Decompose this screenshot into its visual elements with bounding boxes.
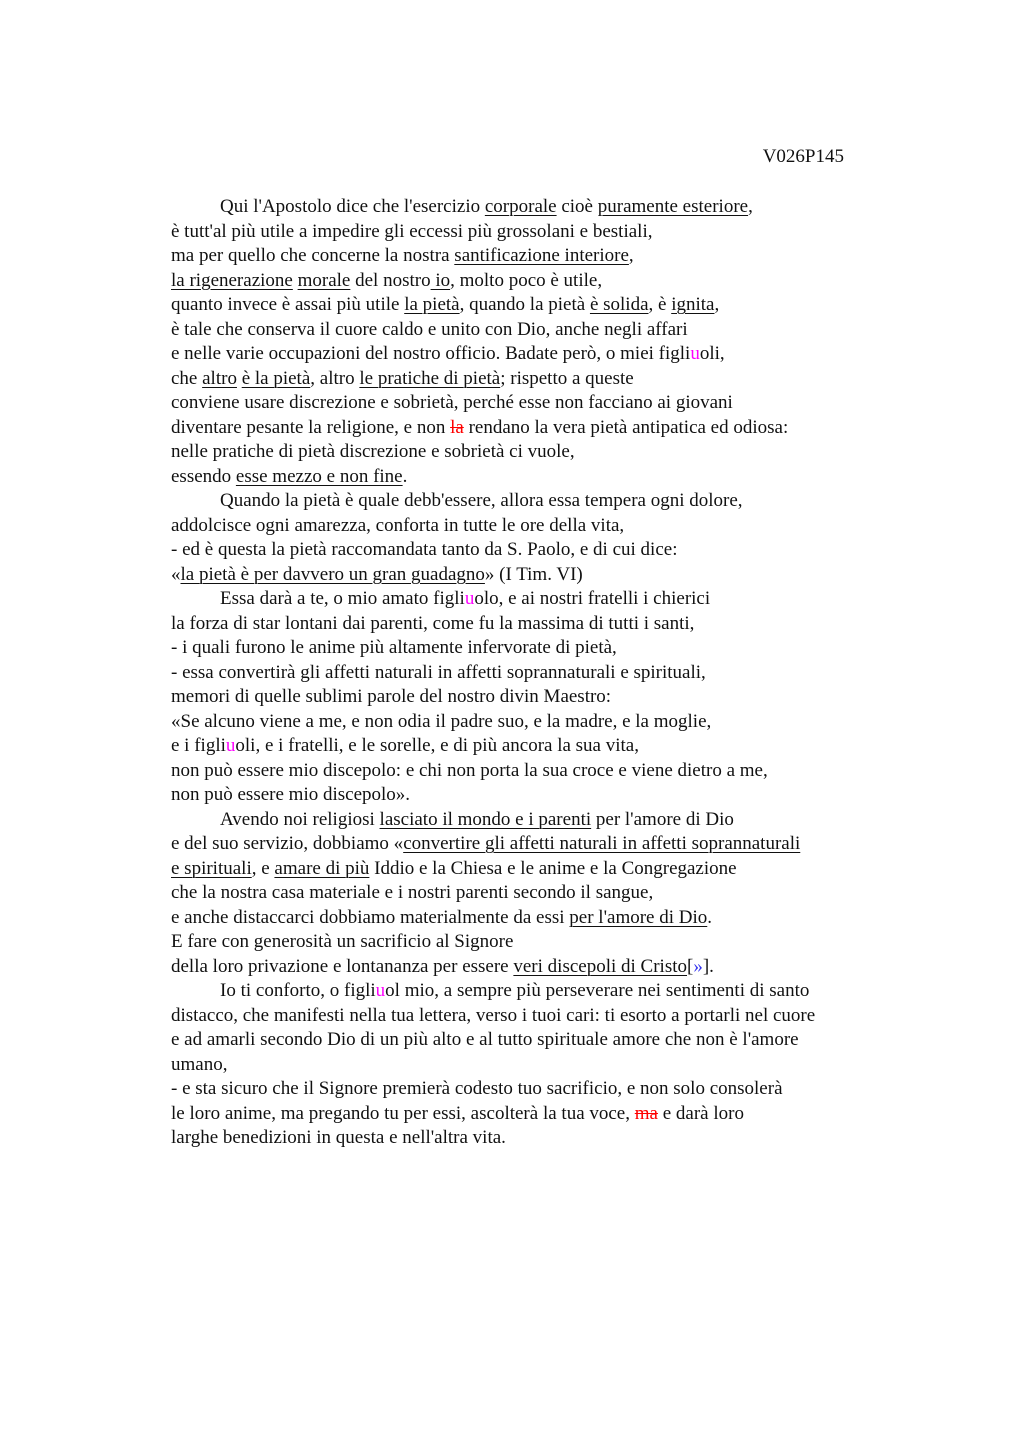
- text-span: olo, e ai nostri fratelli i chierici: [474, 588, 711, 609]
- text-line: [171, 318, 891, 343]
- text-line: [171, 906, 891, 931]
- underlined-phrase: io: [430, 269, 451, 291]
- text-span: - i quali furono le anime più altamente infervorate di pietà,: [171, 637, 617, 658]
- text-span: diventare pesante la religione, e non: [171, 416, 451, 438]
- text-line: [171, 538, 891, 563]
- text-span: umano,: [171, 1053, 228, 1075]
- text-line: [171, 416, 891, 441]
- underlined-phrase: lasciato il mondo e i parenti: [379, 808, 592, 830]
- text-line: [171, 685, 891, 710]
- underlined-phrase: le pratiche di pietà: [359, 367, 501, 389]
- inserted-letter: u: [225, 735, 236, 756]
- text-line: [171, 563, 891, 588]
- text-line: [171, 930, 891, 955]
- text-line: [171, 783, 891, 808]
- text-line: [171, 636, 891, 661]
- text-span: non può essere mio discepolo: e chi non porta la sua croce e viene dietro a me,: [171, 759, 768, 781]
- text-span: ].: [702, 955, 714, 977]
- underlined-phrase: e spirituali: [171, 857, 252, 879]
- text-span: , altro: [310, 367, 360, 389]
- text-span: [: [687, 955, 694, 977]
- text-span: memori di quelle sublimi parole del nostro divin Maestro:: [171, 686, 612, 707]
- text-line: [171, 269, 891, 294]
- text-line: [171, 955, 891, 980]
- inserted-letter: u: [690, 343, 700, 364]
- text-span: distacco, che manifesti nella tua lettera, verso i tuoi cari: ti esorto a portarli nel cuore: [171, 1004, 816, 1026]
- text-span: Iddio e la Chiesa e le anime e la Congregazione: [369, 857, 737, 879]
- text-line: [171, 1028, 891, 1053]
- inserted-mark: »: [693, 955, 703, 977]
- text-span: e nelle varie occupazioni del nostro officio. Badate però, o miei figli: [171, 343, 691, 364]
- text-span: - e sta sicuro che il Signore premierà codesto tuo sacrificio, e non solo consolerà: [171, 1078, 783, 1099]
- text-line: [171, 440, 891, 465]
- text-line: [171, 293, 891, 318]
- underlined-phrase: convertire gli affetti naturali in affetti soprannaturali: [403, 833, 801, 854]
- text-span: , quando la pietà: [459, 294, 590, 315]
- text-span: della loro privazione e lontananza per essere: [171, 955, 514, 977]
- text-span: ,: [714, 294, 720, 315]
- text-line: [171, 759, 891, 784]
- text-span: del nostro: [350, 269, 431, 291]
- text-span: e darà loro: [657, 1102, 744, 1124]
- text-span: quanto invece è assai più utile: [171, 294, 405, 315]
- text-span: la forza di star lontani dai parenti, come fu la massima di tutti i santi,: [171, 612, 695, 634]
- text-span: e anche distaccarci dobbiamo materialmente da essi: [171, 906, 570, 928]
- text-span: non può essere mio discepolo».: [171, 784, 411, 805]
- underlined-phrase: morale: [297, 269, 351, 291]
- text-span: cioè: [556, 196, 598, 217]
- text-span: larghe benedizioni in questa e nell'altra vita.: [171, 1127, 506, 1148]
- text-span: , è: [648, 294, 672, 315]
- text-span: per l'amore di Dio: [591, 808, 734, 830]
- underlined-phrase: puramente esteriore: [597, 196, 749, 217]
- text-span: Quando la pietà è quale debb'essere, allora essa tempera ogni dolore,: [220, 490, 743, 511]
- text-span: , molto poco è utile,: [450, 269, 603, 291]
- text-line: [171, 1053, 891, 1078]
- text-line: [171, 195, 891, 220]
- text-line: [171, 342, 891, 367]
- text-span: - ed è questa la pietà raccomandata tanto da S. Paolo, e di cui dice:: [171, 539, 678, 560]
- text-span: oli,: [699, 343, 725, 364]
- text-line: [171, 391, 891, 416]
- underlined-phrase: è solida: [589, 294, 649, 315]
- text-line: [171, 1077, 891, 1102]
- text-line: [171, 734, 891, 759]
- text-line: [171, 220, 891, 245]
- text-span: Io ti conforto, o figli: [220, 980, 376, 1001]
- text-line: [171, 612, 891, 637]
- text-line: [171, 489, 891, 514]
- text-span: ol mio, a sempre più perseverare nei sentimenti di santo: [385, 980, 810, 1001]
- text-line: [171, 661, 891, 686]
- text-span: .: [707, 906, 713, 928]
- text-span: ,: [748, 196, 753, 217]
- text-span: Qui l'Apostolo dice che l'esercizio: [220, 196, 485, 217]
- page-identifier: V026P145: [762, 146, 844, 167]
- text-span: addolcisce ogni amarezza, conforta in tutte le ore della vita,: [171, 514, 625, 536]
- text-span: conviene usare discrezione e sobrietà, perché esse non facciano ai giovani: [171, 392, 733, 413]
- text-span: le loro anime, ma pregando tu per essi, ascolterà la tua voce,: [171, 1102, 635, 1124]
- text-line: [171, 1102, 891, 1127]
- text-span: Avendo noi religiosi: [220, 808, 380, 830]
- deleted-word: ma: [634, 1102, 658, 1124]
- underlined-phrase: santificazione interiore: [454, 245, 629, 266]
- text-span: ,: [628, 245, 634, 266]
- letter-body: [171, 195, 891, 1151]
- text-line: [171, 881, 891, 906]
- underlined-phrase: per l'amore di Dio: [569, 906, 708, 928]
- inserted-letter: u: [464, 588, 475, 609]
- text-span: è tutt'al più utile a impedire gli eccessi più grossolani e bestiali,: [171, 220, 653, 242]
- underlined-phrase: la rigenerazione: [171, 269, 293, 291]
- text-line: [171, 710, 891, 735]
- underlined-phrase: altro: [202, 367, 237, 389]
- text-span: - essa convertirà gli affetti naturali in affetti soprannaturali e spirituali,: [171, 661, 706, 683]
- deleted-word: la: [450, 416, 464, 438]
- underlined-phrase: la pietà: [404, 294, 460, 315]
- text-span: e ad amarli secondo Dio di un più alto e al tutto spirituale amore che non è l'amore: [171, 1029, 799, 1050]
- text-line: [171, 1004, 891, 1029]
- text-span: e i figli: [171, 735, 226, 756]
- inserted-letter: u: [375, 980, 386, 1001]
- text-line: [171, 1126, 891, 1151]
- text-span: è tale che conserva il cuore caldo e unito con Dio, anche negli affari: [171, 318, 688, 340]
- text-span: oli, e i fratelli, e le sorelle, e di più ancora la sua vita,: [235, 735, 639, 756]
- text-line: [171, 367, 891, 392]
- text-span: » (I Tim. VI): [484, 563, 583, 585]
- text-line: [171, 832, 891, 857]
- text-span: , e: [251, 857, 275, 879]
- text-span: E fare con generosità un sacrificio al Signore: [171, 931, 514, 952]
- text-line: [171, 979, 891, 1004]
- underlined-phrase: è la pietà: [241, 367, 311, 389]
- underlined-phrase: corporale: [484, 196, 557, 217]
- text-line: [171, 857, 891, 882]
- text-line: [171, 587, 891, 612]
- text-span: nelle pratiche di pietà discrezione e sobrietà ci vuole,: [171, 441, 575, 462]
- text-span: che la nostra casa materiale e i nostri parenti secondo il sangue,: [171, 882, 654, 903]
- text-span: essendo: [171, 465, 236, 487]
- underlined-phrase: amare di più: [274, 857, 370, 879]
- text-span: e del suo servizio, dobbiamo «: [171, 833, 404, 854]
- text-line: [171, 465, 891, 490]
- text-line: [171, 514, 891, 539]
- underlined-phrase: esse mezzo e non fine: [235, 465, 403, 487]
- text-span: «: [171, 563, 181, 585]
- text-span: ma per quello che concerne la nostra: [171, 245, 455, 266]
- text-span: ; rispetto a queste: [500, 367, 634, 389]
- underlined-phrase: ignita: [671, 294, 715, 315]
- text-span: .: [402, 465, 408, 487]
- text-span: Essa darà a te, o mio amato figli: [220, 588, 465, 609]
- text-span: che: [171, 367, 203, 389]
- text-line: [171, 244, 891, 269]
- underlined-phrase: veri discepoli di Cristo: [513, 955, 687, 977]
- underlined-phrase: la pietà è per davvero un gran guadagno: [180, 563, 485, 585]
- text-span: «Se alcuno viene a me, e non odia il padre suo, e la madre, e la moglie,: [171, 710, 712, 732]
- text-line: [171, 808, 891, 833]
- text-span: rendano la vera pietà antipatica ed odiosa:: [463, 416, 789, 438]
